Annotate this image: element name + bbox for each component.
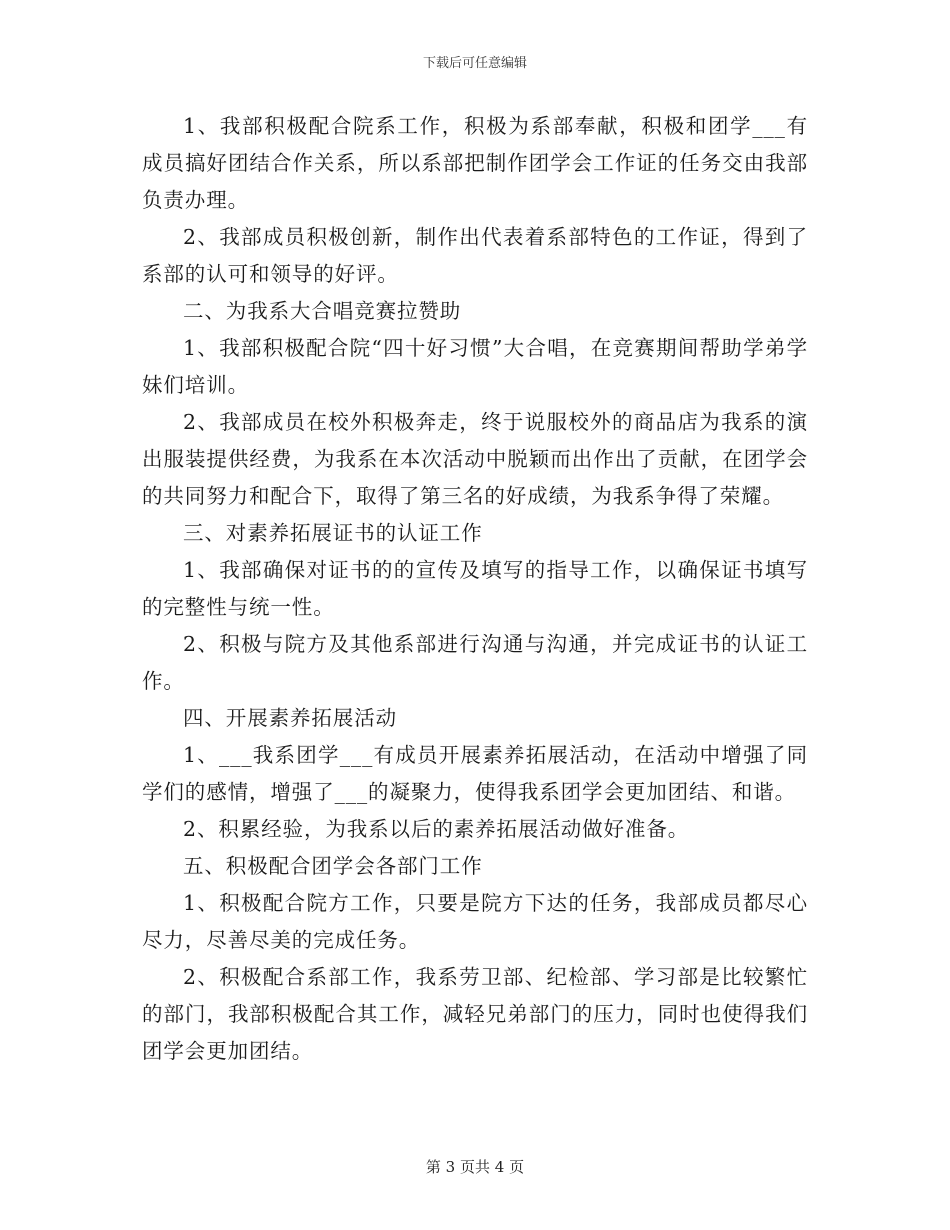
section-heading: 二、为我系大合唱竞赛拉赞助 <box>183 299 462 323</box>
paragraph: 2、积极与院方及其他系部进行沟通与沟通，并完成证书的认证工作。 <box>142 632 808 693</box>
section-heading: 三、对素养拓展证书的认证工作 <box>183 521 483 545</box>
paragraph: 1、我部积极配合院系工作，积极为系部奉献，积极和团学___有成员搞好团结合作关系，所以系部把制作团学会工作证的任务交由我部负责办理。 <box>142 114 808 212</box>
paragraph: 1、___我系团学___有成员开展素养拓展活动，在活动中增强了同学们的感情，增强了___的凝聚力，使得我系团学会更加团结、和谐。 <box>142 743 808 804</box>
paragraph: 1、积极配合院方工作，只要是院方下达的任务，我部成员都尽心尽力，尽善尽美的完成任务。 <box>142 891 808 952</box>
page-header: 下载后可任意编辑 <box>422 56 527 71</box>
page-number-footer: 第 3 页共 4 页 <box>425 1158 525 1176</box>
paragraph: 2、积极配合系部工作，我系劳卫部、纪检部、学习部是比较繁忙的部门，我部积极配合其工作，减轻兄弟部门的压力，同时也使得我们团学会更加团结。 <box>142 965 808 1063</box>
paragraph: 1、我部积极配合院“四十好习惯”大合唱，在竞赛期间帮助学弟学妹们培训。 <box>142 336 808 397</box>
paragraph: 2、我部成员在校外积极奔走，终于说服校外的商品店为我系的演出服装提供经费，为我系在本次活动中脱颖而出作出了贡献，在团学会的共同努力和配合下，取得了第三名的好成绩，为我系争得了荣耀。 <box>142 410 808 508</box>
document-body <box>142 108 808 1070</box>
paragraph: 2、我部成员积极创新，制作出代表着系部特色的工作证，得到了系部的认可和领导的好评。 <box>142 225 808 286</box>
paragraph: 1、我部确保对证书的的宣传及填写的指导工作，以确保证书填写的完整性与统一性。 <box>142 558 808 619</box>
paragraph: 2、积累经验，为我系以后的素养拓展活动做好准备。 <box>183 817 690 841</box>
section-heading: 四、开展素养拓展活动 <box>183 706 397 730</box>
section-heading: 五、积极配合团学会各部门工作 <box>183 854 483 878</box>
